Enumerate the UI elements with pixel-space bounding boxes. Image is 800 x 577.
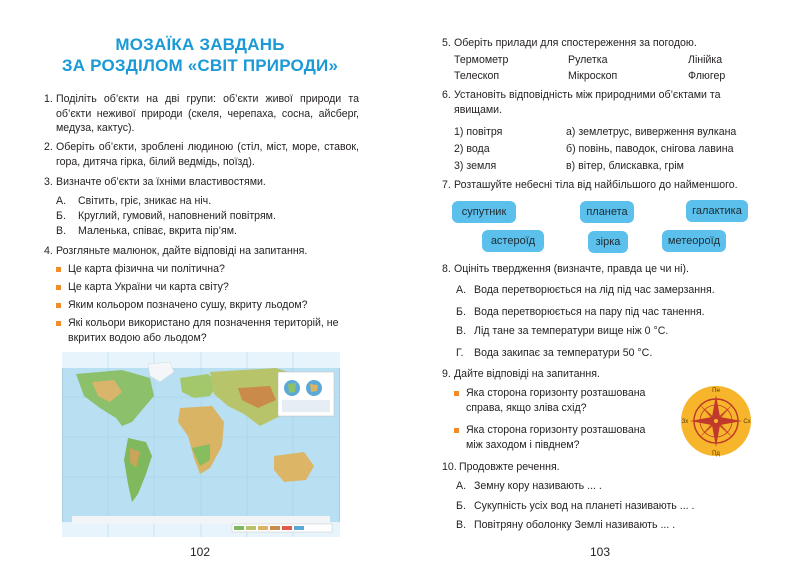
task-number: 8. (442, 263, 451, 275)
task-number: 1. (44, 93, 53, 105)
task-text: Поділіть об’єкти на дві групи: об’єкти живої природи та об’єкти неживої природи (скеля, черепаха, сосна, айсберг, медуза, кактус). (56, 93, 359, 135)
statement-text: Вода перетворюється на лід під час замерзання. (474, 284, 715, 296)
task-number: 5. (442, 37, 451, 49)
task-4 (44, 244, 359, 259)
compass-east-label: Сх (743, 419, 751, 425)
compass-north-label: Пн (712, 388, 720, 394)
task-10 (442, 460, 762, 475)
match-right-item: б) повінь, паводок, снігова лавина (566, 143, 734, 155)
celestial-body-card[interactable]: зірка (588, 231, 628, 253)
sentence-text: Земну кору називають ... . (474, 480, 602, 492)
right-page (400, 0, 800, 577)
sentence-text: Сукупність усіх вод на планеті називають ... . (474, 500, 695, 512)
task-3-option-c: В. (56, 225, 67, 237)
task-text: Оцініть твердження (визначте, правда це чи ні). (454, 263, 689, 275)
task-5 (442, 36, 762, 51)
celestial-body-card[interactable]: супутник (452, 201, 516, 223)
statement-letter: Г. (456, 347, 464, 359)
task-1 (44, 92, 359, 136)
task-text: Оберіть прилади для спостереження за погодою. (454, 37, 697, 49)
celestial-body-card[interactable]: метеороїд (662, 230, 726, 252)
task-4-bullet: Це карта фізична чи політична? (68, 263, 225, 275)
compass-west-label: Зх (681, 419, 689, 425)
statement-letter: В. (456, 325, 467, 337)
task-text: Визначте об’єкти за їхніми властивостями. (56, 176, 266, 188)
task-number: 4. (44, 245, 53, 257)
sentence-text: Повітряну оболонку Землі називають ... . (474, 519, 676, 531)
task-3-option-c-text: Маленька, співає, вкрита пір’ям. (78, 225, 237, 237)
statement-text: Вода перетворюється на пару під час танення. (474, 306, 705, 318)
task-number: 7. (442, 179, 451, 191)
match-left-item: 2) вода (454, 143, 490, 155)
task-3-option-a-text: Світить, гріє, зникає на ніч. (78, 195, 212, 207)
task-text: Продовжте речення. (459, 461, 560, 473)
statement-text: Вода закипає за температури 50 °С. (474, 347, 653, 359)
task-text: Розгляньте малюнок, дайте відповіді на запитання. (56, 245, 308, 257)
celestial-body-card[interactable]: планета (580, 201, 634, 223)
sentence-letter: А. (456, 480, 467, 492)
page-title-line1: МОЗАЇКА ЗАВДАНЬ (115, 35, 285, 54)
task-3-option-b: Б. (56, 210, 66, 222)
task-4-bullet: Це карта України чи карта світу? (68, 281, 229, 293)
sentence-letter: В. (456, 519, 467, 531)
task-9-bullet: Яка сторона горизонту розташована між заходом і півднем? (466, 423, 662, 452)
statement-text: Лід тане за температури вище ніж 0 °С. (474, 325, 669, 337)
task-8 (442, 262, 772, 277)
task-7 (442, 178, 772, 193)
page-title-line2: ЗА РОЗДІЛОМ «СВІТ ПРИРОДИ» (61, 56, 339, 75)
celestial-body-card[interactable]: астероїд (482, 230, 544, 252)
task-6 (442, 88, 764, 117)
instrument-item: Мікроскоп (568, 70, 618, 82)
match-left-item: 3) земля (454, 160, 497, 172)
page-number: 102 (190, 545, 211, 559)
instrument-item: Термометр (454, 54, 509, 66)
celestial-body-card[interactable]: галактика (686, 200, 748, 222)
page-number: 103 (590, 545, 611, 559)
task-text: Розташуйте небесні тіла від найбільшого до найменшого. (454, 179, 738, 191)
task-9-bullet: Яка сторона горизонту розташована справа, якщо зліва схід? (466, 386, 662, 415)
match-right-item: а) землетрус, виверження вулкана (566, 126, 737, 138)
task-number: 6. (442, 89, 451, 101)
task-4-bullet: Які кольори використано для позначення територій, не вкритих водою або льодом? (68, 316, 360, 345)
task-text: Установіть відповідність між природними об’єктами та явищами. (454, 89, 721, 116)
statement-letter: Б. (456, 306, 466, 318)
match-right-item: в) вітер, блискавка, грім (566, 160, 684, 172)
task-number: 9. (442, 368, 451, 380)
compass-rose-icon (680, 385, 752, 457)
task-2 (44, 140, 359, 169)
statement-letter: А. (456, 284, 467, 296)
task-number: 2. (44, 141, 53, 153)
task-3 (44, 175, 359, 190)
instrument-item: Флюгер (688, 70, 726, 82)
compass-south-label: Пд (712, 451, 720, 457)
task-text: Оберіть об’єкти, зроблені людиною (стіл, міст, море, ставок, гора, дитяча гірка, білий ведмідь, поїзд). (56, 141, 359, 168)
match-left-item: 1) повітря (454, 126, 503, 138)
instrument-item: Телескоп (454, 70, 500, 82)
instrument-item: Лінійка (688, 54, 723, 66)
task-number: 3. (44, 176, 53, 188)
task-text: Дайте відповіді на запитання. (454, 368, 600, 380)
task-9 (442, 367, 762, 382)
task-number: 10. (442, 461, 457, 473)
sentence-letter: Б. (456, 500, 466, 512)
task-3-option-b-text: Круглий, гумовий, наповнений повітрям. (78, 210, 276, 222)
task-3-option-a: А. (56, 195, 67, 207)
instrument-item: Рулетка (568, 54, 608, 66)
world-physical-map (62, 352, 340, 537)
task-4-bullet: Яким кольором позначено сушу, вкриту льодом? (68, 299, 308, 311)
